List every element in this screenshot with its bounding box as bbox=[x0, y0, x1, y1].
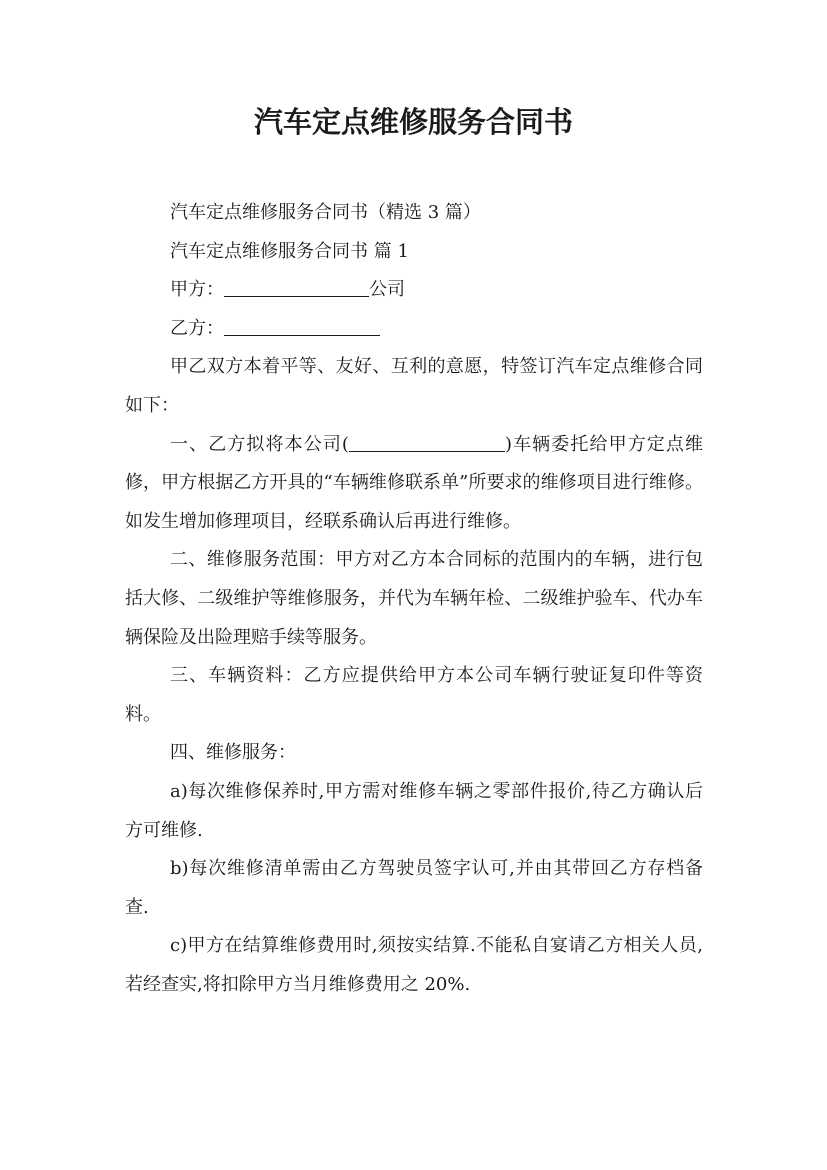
document-body bbox=[125, 194, 703, 1004]
party-a-suffix: 公司 bbox=[369, 279, 405, 301]
section-heading: 汽车定点维修服务合同书 篇 1 bbox=[170, 240, 409, 262]
item-c: c)甲方在结算维修费用时,须按实结算.不能私自宴请乙方相关人员,若经查实,将扣除甲方当月维修费用之 20%. bbox=[125, 935, 703, 995]
clause-1-after: )车辆委托给甲方定点维修，甲方根据乙方开具的“车辆维修联系单”所要求的维修项目进行维修。如发生增加修理项目，经联系确认后再进行维修。 bbox=[125, 433, 703, 532]
party-b-label: 乙方： bbox=[170, 317, 224, 339]
clause-3: 三、车辆资料：乙方应提供给甲方本公司车辆行驶证复印件等资料。 bbox=[125, 665, 703, 725]
clause-4: 四、维修服务： bbox=[170, 742, 296, 764]
party-b-line bbox=[125, 310, 703, 349]
clause-1-blank bbox=[349, 431, 505, 452]
document-title: 汽车定点维修服务合同书 bbox=[253, 105, 573, 139]
party-a-line bbox=[125, 271, 703, 310]
clause-1-before: 一、乙方拟将本公司( bbox=[170, 433, 349, 455]
party-a-blank bbox=[224, 276, 369, 297]
item-a: a)每次维修保养时,甲方需对维修车辆之零部件报价,待乙方确认后方可维修. bbox=[125, 780, 703, 841]
item-b: b)每次维修清单需由乙方驾驶员签字认可,并由其带回乙方存档备查. bbox=[125, 858, 703, 918]
party-b-blank bbox=[224, 315, 380, 336]
clause-1 bbox=[125, 426, 703, 542]
party-a-label: 甲方： bbox=[170, 279, 224, 301]
clause-2: 二、维修服务范围：甲方对乙方本合同标的范围内的车辆，进行包括大修、二级维护等维修服务，并代为车辆年检、二级维护验车、代办车辆保险及出险理赔手续等服务。 bbox=[125, 549, 703, 648]
document-subtitle: 汽车定点维修服务合同书（精选 3 篇） bbox=[170, 202, 481, 223]
intro-paragraph: 甲乙双方本着平等、友好、互利的意愿，特签订汽车定点维修合同如下： bbox=[125, 356, 703, 416]
